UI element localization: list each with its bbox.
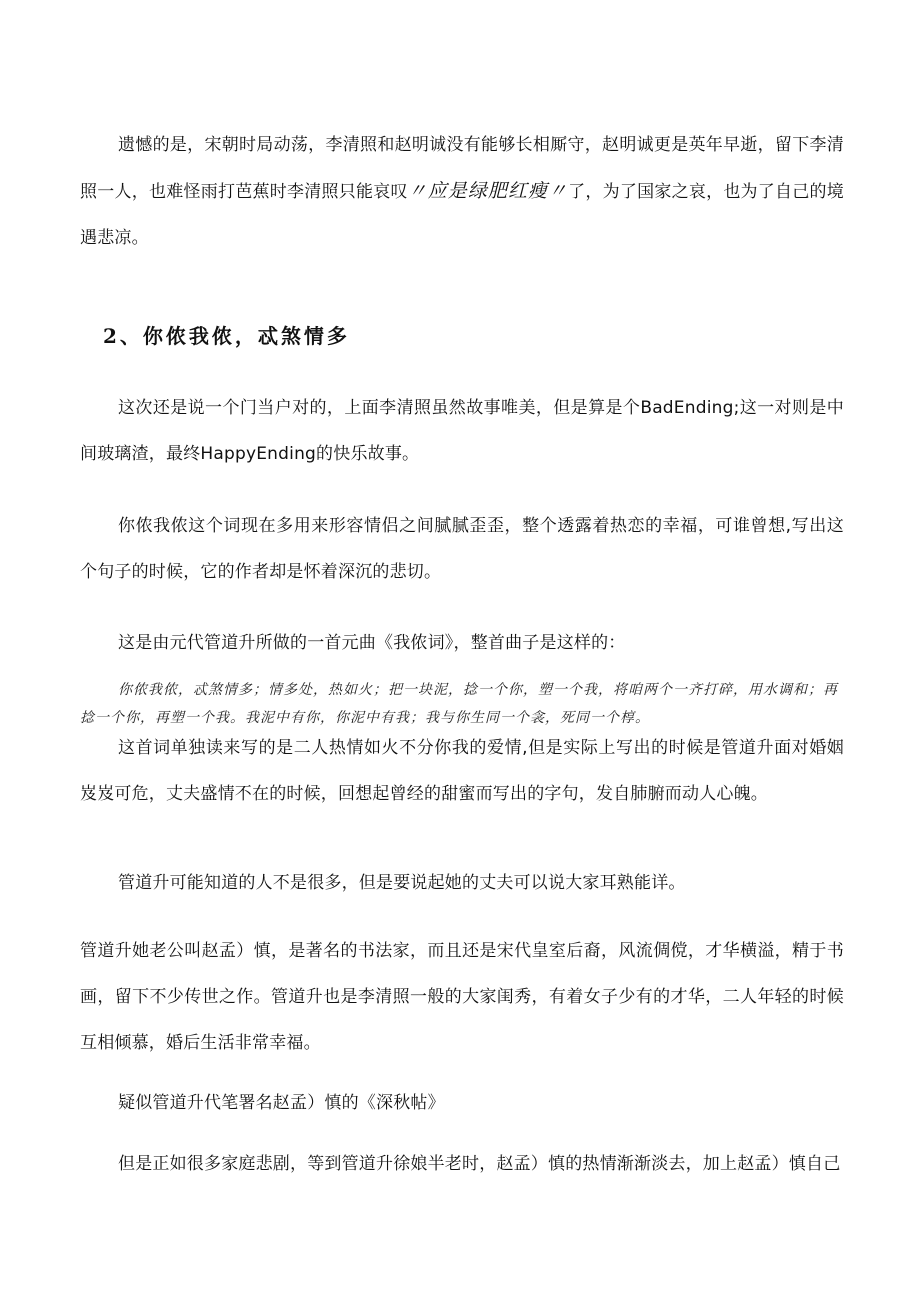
paragraph-phrase-meaning: 你侬我侬这个词现在多用来形容情侣之间腻腻歪歪，整个透露着热恋的幸福，可谁曾想,写出这个句子的时候，它的作者却是怀着深沉的悲切。 bbox=[80, 516, 844, 582]
poem-quote: 〃应是绿肥红瘦〃 bbox=[407, 180, 569, 202]
paragraph-family-tragedy: 但是正如很多家庭悲剧，等到管道升徐娘半老时，赵孟）慎的热情渐渐淡去，加上赵孟）慎自己 bbox=[118, 1154, 841, 1174]
image-caption: 疑似管道升代笔署名赵孟）慎的《深秋帖》 bbox=[118, 1093, 445, 1113]
paragraph-poem-intro: 这是由元代管道升所做的一首元曲《我侬词》，整首曲子是这样的： bbox=[118, 633, 626, 653]
poem-text: 你侬我侬，忒煞情多；情多处，热如火；把一块泥，捻一个你，塑一个我，将咱两个一齐打碎，用水调和；再捻一个你，再塑一个我。我泥中有你，你泥中有我；我与你生同一个衾，死同一个椁。 bbox=[80, 682, 838, 726]
section-heading: 2、你侬我侬，忒煞情多 bbox=[103, 324, 350, 348]
paragraph-li-qingzhao-regret bbox=[80, 122, 844, 261]
paragraph-zhao-mengfu: 管道升她老公叫赵孟）慎，是著名的书法家，而且还是宋代皇室后裔，风流倜傥，才华横溢，精于书画，留下不少传世之作。管道升也是李清照一般的大家闺秀，有着女子少有的才华，二人年轻的时候互相倾慕，婚后生活非常幸福。 bbox=[80, 941, 844, 1053]
paragraph-poem-context: 这首词单独读来写的是二人热情如火不分你我的爱情,但是实际上写出的时候是管道升面对婚姻岌岌可危，丈夫盛情不在的时候，回想起曾经的甜蜜而写出的字句，发自肺腑而动人心魄。 bbox=[80, 738, 844, 804]
paragraph-husband: 管道升可能知道的人不是很多，但是要说起她的丈夫可以说大家耳熟能详。 bbox=[118, 873, 686, 893]
paragraph-text: 了，为了国家之哀，也为了自己的境遇悲凉。 bbox=[80, 182, 844, 248]
paragraph-intro: 这次还是说一个门当户对的，上面李清照虽然故事唯美，但是算是个BadEnding;这一对则是中间玻璃渣，最终HappyEnding的快乐故事。 bbox=[80, 398, 844, 464]
paragraph-text: 遗憾的是，宋朝时局动荡，李清照和赵明诚没有能够长相厮守，赵明诚更是英年早逝，留下李清照一人，也难怪雨打芭蕉时李清照只能哀叹 bbox=[80, 135, 844, 202]
